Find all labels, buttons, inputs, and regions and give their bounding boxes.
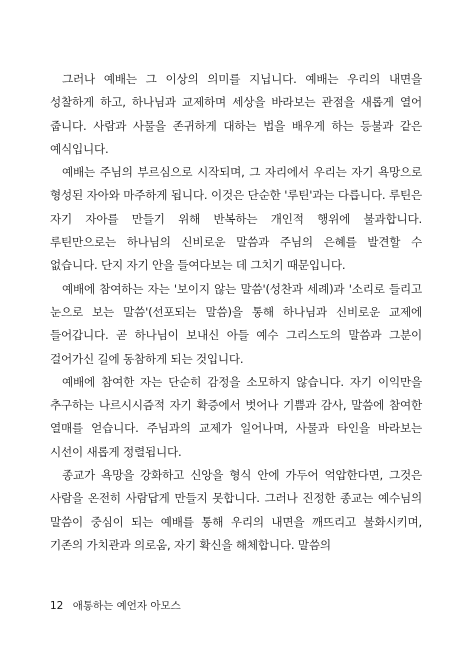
book-title: 애통하는 예언자 아모스 — [72, 600, 181, 612]
paragraph: 그러나 예배는 그 이상의 의미를 지닙니다. 예배는 우리의 내면을 성찰하게 하고, 하나님과 교제하며 세상을 바라보는 관점을 새롭게 열어 줍니다. 사람과 사물을 존귀하게 대하는 법을 배우게 하는 등불과 같은 예식입니다. — [50, 72, 422, 156]
paragraph: 예배에 참여하는 자는 '보이지 않는 말씀'(성찬과 세례)과 '소리로 들리고 눈으로 보는 말씀'(선포되는 말씀)을 통해 하나님과 신비로운 교제에 들어갑니다. 곧 하나님이 보내신 아들 예수 그리스도의 말씀과 그분이 걸어가신 길에 동참하게 되는 것입니다. — [50, 281, 422, 366]
body-text — [50, 68, 422, 557]
page-footer — [50, 599, 181, 613]
paragraph: 예배는 주님의 부르심으로 시작되며, 그 자리에서 우리는 자기 욕망으로 형성된 자아와 마주하게 됩니다. 이것은 단순한 '루틴'과는 다릅니다. 루틴은 자기 자아를 만들기 위해 반복하는 개인적 행위에 불과합니다. 루틴만으로는 하나님의 신비로운 말씀과 주님의 은혜를 발견할 수 없습니다. 단지 자기 안을 들여다보는 데 그치기 때문입니다. — [50, 165, 422, 273]
page-number: 12 — [50, 600, 64, 612]
paragraph: 예배에 참여한 자는 단순히 감정을 소모하지 않습니다. 자기 이익만을 추구하는 나르시시즘적 자기 확증에서 벗어나 기쁨과 감사, 말씀에 참여한 열매를 얻습니다. 주님과의 교제가 일어나며, 사물과 타인을 바라보는 시선이 새롭게 정렬됩니다. — [50, 374, 422, 459]
paragraph: 종교가 욕망을 강화하고 신앙을 형식 안에 가두어 억압한다면, 그것은 사람을 온전히 사람답게 만들지 못합니다. 그러나 진정한 종교는 예수님의 말씀이 중심이 되는 예배를 통해 우리의 내면을 깨뜨리고 불화시키며, 기존의 가치관과 의로움, 자기 확신을 해체합니다. 말씀의 — [50, 468, 422, 552]
